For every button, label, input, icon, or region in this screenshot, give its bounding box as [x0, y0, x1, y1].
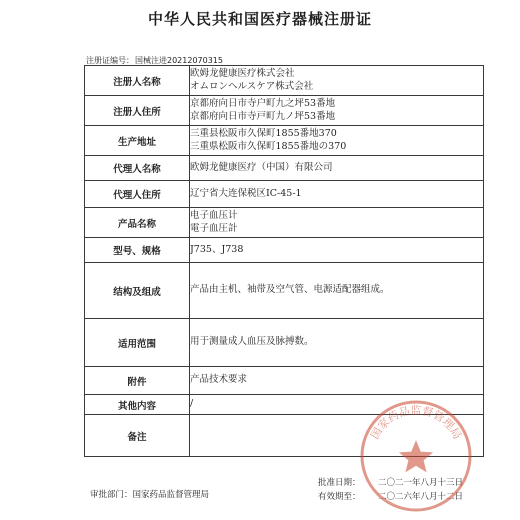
field-label: 结构及组成 — [85, 263, 190, 319]
table-row — [85, 238, 484, 263]
table-row — [85, 66, 484, 96]
field-value-line: 欧姆龙健康医疗（中国）有限公司 — [190, 161, 333, 173]
field-value — [190, 96, 484, 126]
field-label: 附件 — [85, 367, 190, 395]
field-value-line: 电子血压计 — [190, 210, 238, 221]
field-value-line: 京都府向日市寺戸町九ノ坪53番地 — [190, 110, 336, 122]
table-row — [85, 126, 484, 156]
field-value — [190, 66, 484, 96]
valid-until-date — [318, 490, 498, 502]
certificate-number-label: 注册证编号： — [86, 56, 134, 65]
table-row — [85, 415, 484, 457]
field-value-line: 产品由主机、袖带及空气管、电源适配器组成。 — [190, 284, 390, 296]
field-label: 适用范围 — [85, 319, 190, 367]
field-label: 代理人住所 — [85, 181, 190, 208]
field-value — [190, 208, 484, 238]
field-value-line: 電子血圧計 — [190, 222, 238, 234]
approval-date-label: 批准日期： — [318, 478, 361, 488]
certificate-number-value: 国械注进20212070315 — [135, 56, 223, 65]
field-label: 备注 — [85, 415, 190, 457]
field-value — [190, 156, 484, 181]
field-value-line: / — [190, 398, 194, 410]
field-value-line: 京都府向日市寺户町九之坪53番地 — [190, 98, 336, 109]
field-value-line: 三重县松阪市久保町1855番地370 — [190, 128, 337, 139]
valid-until-value: 二〇二六年八月十二日 — [378, 492, 464, 502]
field-value — [190, 415, 484, 457]
field-value — [190, 181, 484, 208]
table-row — [85, 181, 484, 208]
approval-department: 审批部门：国家药品监督管理局 — [90, 490, 210, 500]
field-value-line: オムロンヘルスケア株式会社 — [190, 80, 314, 92]
field-value — [190, 263, 484, 319]
field-value — [190, 395, 484, 415]
table-row — [85, 156, 484, 181]
field-value — [190, 126, 484, 156]
field-value-line: J735、J738 — [190, 243, 244, 255]
valid-until-label: 有效期至： — [318, 492, 361, 502]
field-label: 代理人名称 — [85, 156, 190, 181]
table-row — [85, 395, 484, 415]
field-label: 其他内容 — [85, 395, 190, 415]
table-row — [85, 96, 484, 126]
approval-date-value: 二〇二一年八月十三日 — [378, 478, 464, 488]
table-row — [85, 263, 484, 319]
field-value-line: 欧姆龙健康医疗株式会社 — [190, 68, 295, 79]
field-label: 生产地址 — [85, 126, 190, 156]
field-value-line: 三重県松阪市久保町1855番地の370 — [190, 140, 347, 152]
table-row — [85, 208, 484, 238]
field-value-line: 产品技术要求 — [190, 374, 248, 386]
field-value — [190, 367, 484, 395]
document-title: 中华人民共和国医疗器械注册证 — [147, 10, 372, 28]
field-label: 型号、规格 — [85, 238, 190, 263]
seal-text: 国家药品监督管理局 — [368, 404, 464, 442]
field-value-line: 用于测量成人血压及脉搏数。 — [190, 336, 314, 348]
table-row — [85, 367, 484, 395]
field-label: 产品名称 — [85, 208, 190, 238]
field-value-line: 辽宁省大连保税区IC-45-1 — [190, 187, 302, 199]
approval-date — [318, 476, 498, 488]
table-row — [85, 319, 484, 367]
field-label: 注册人名称 — [85, 66, 190, 96]
field-value — [190, 319, 484, 367]
registration-table — [84, 65, 484, 457]
field-label: 注册人住所 — [85, 96, 190, 126]
field-value — [190, 238, 484, 263]
